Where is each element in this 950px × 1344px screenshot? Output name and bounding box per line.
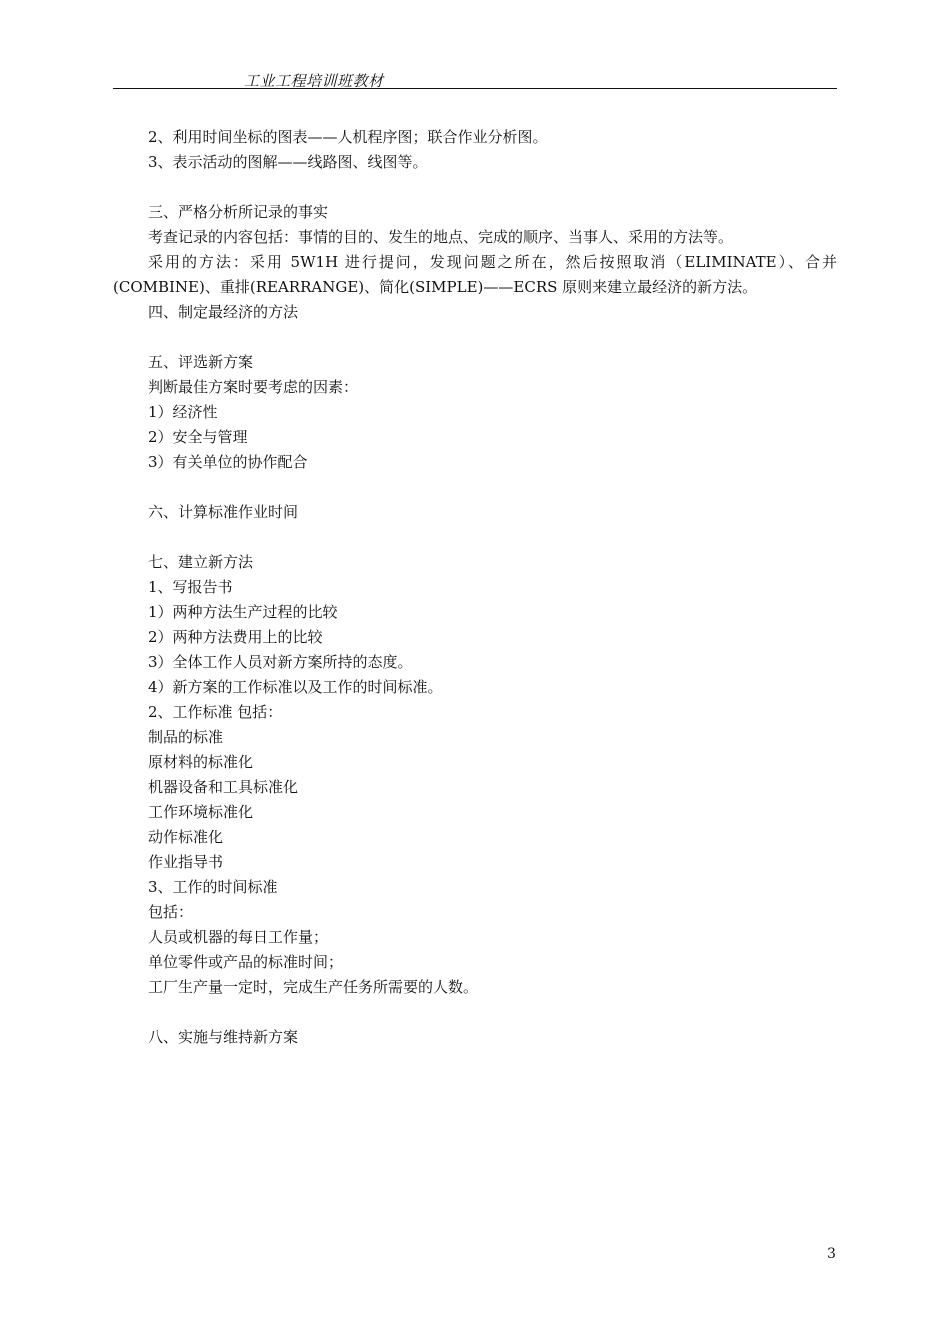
blank-line xyxy=(113,1000,837,1025)
section-heading: 七、建立新方法 xyxy=(148,553,254,571)
paragraph-line: 2、利用时间坐标的图表——人机程序图；联合作业分析图。 xyxy=(148,128,548,146)
subheading: 3、工作的时间标准 xyxy=(148,878,278,896)
subheading: 2、工作标准 包括： xyxy=(148,703,283,721)
list-item: 动作标准化 xyxy=(148,828,224,846)
list-item: 4）新方案的工作标准以及工作的时间标准。 xyxy=(148,678,443,696)
subheading: 1、写报告书 xyxy=(148,578,233,596)
paragraph-line: 判断最佳方案时要考虑的因素： xyxy=(148,378,359,396)
list-item: 3）全体工作人员对新方案所持的态度。 xyxy=(148,653,413,671)
section-heading: 四、制定最经济的方法 xyxy=(148,303,299,321)
paragraph-line: (COMBINE)、重排(REARRANGE)、简化(SIMPLE)——ECRS 原则来建立最经济的新方法。 xyxy=(113,278,758,296)
paragraph-line: 考查记录的内容包括：事情的目的、发生的地点、完成的顺序、当事人、采用的方法等。 xyxy=(148,228,734,246)
list-item: 机器设备和工具标准化 xyxy=(148,778,299,796)
list-item: 人员或机器的每日工作量； xyxy=(148,928,329,946)
header-divider xyxy=(113,88,837,89)
section-heading: 六、计算标准作业时间 xyxy=(148,503,299,521)
paragraph-line: 采用的方法：采用 5W1H 进行提问，发现问题之所在，然后按照取消（ELIMINATE）、合并 xyxy=(148,253,837,271)
list-item: 3）有关单位的协作配合 xyxy=(148,453,308,471)
page-number: 3 xyxy=(827,1246,836,1262)
list-item: 工厂生产量一定时，完成生产任务所需要的人数。 xyxy=(148,978,479,996)
blank-line xyxy=(113,475,837,500)
list-item: 制品的标准 xyxy=(148,728,224,746)
list-item: 单位零件或产品的标准时间； xyxy=(148,953,344,971)
list-item: 作业指导书 xyxy=(148,853,224,871)
blank-line xyxy=(113,525,837,550)
document-body xyxy=(113,125,837,1050)
list-item: 工作环境标准化 xyxy=(148,803,254,821)
list-item: 1）经济性 xyxy=(148,403,218,421)
list-item: 1）两种方法生产过程的比较 xyxy=(148,603,338,621)
list-item: 原材料的标准化 xyxy=(148,753,254,771)
blank-line xyxy=(113,175,837,200)
section-heading: 三、严格分析所记录的事实 xyxy=(148,203,329,221)
header-title: 工业工程培训班教材 xyxy=(244,72,384,90)
blank-line xyxy=(113,325,837,350)
list-item: 2）两种方法费用上的比较 xyxy=(148,628,323,646)
paragraph-line: 3、表示活动的图解——线路图、线图等。 xyxy=(148,153,428,171)
section-heading: 五、评选新方案 xyxy=(148,353,254,371)
paragraph-line: 包括： xyxy=(148,903,194,921)
list-item: 2）安全与管理 xyxy=(148,428,248,446)
section-heading: 八、实施与维持新方案 xyxy=(148,1028,299,1046)
